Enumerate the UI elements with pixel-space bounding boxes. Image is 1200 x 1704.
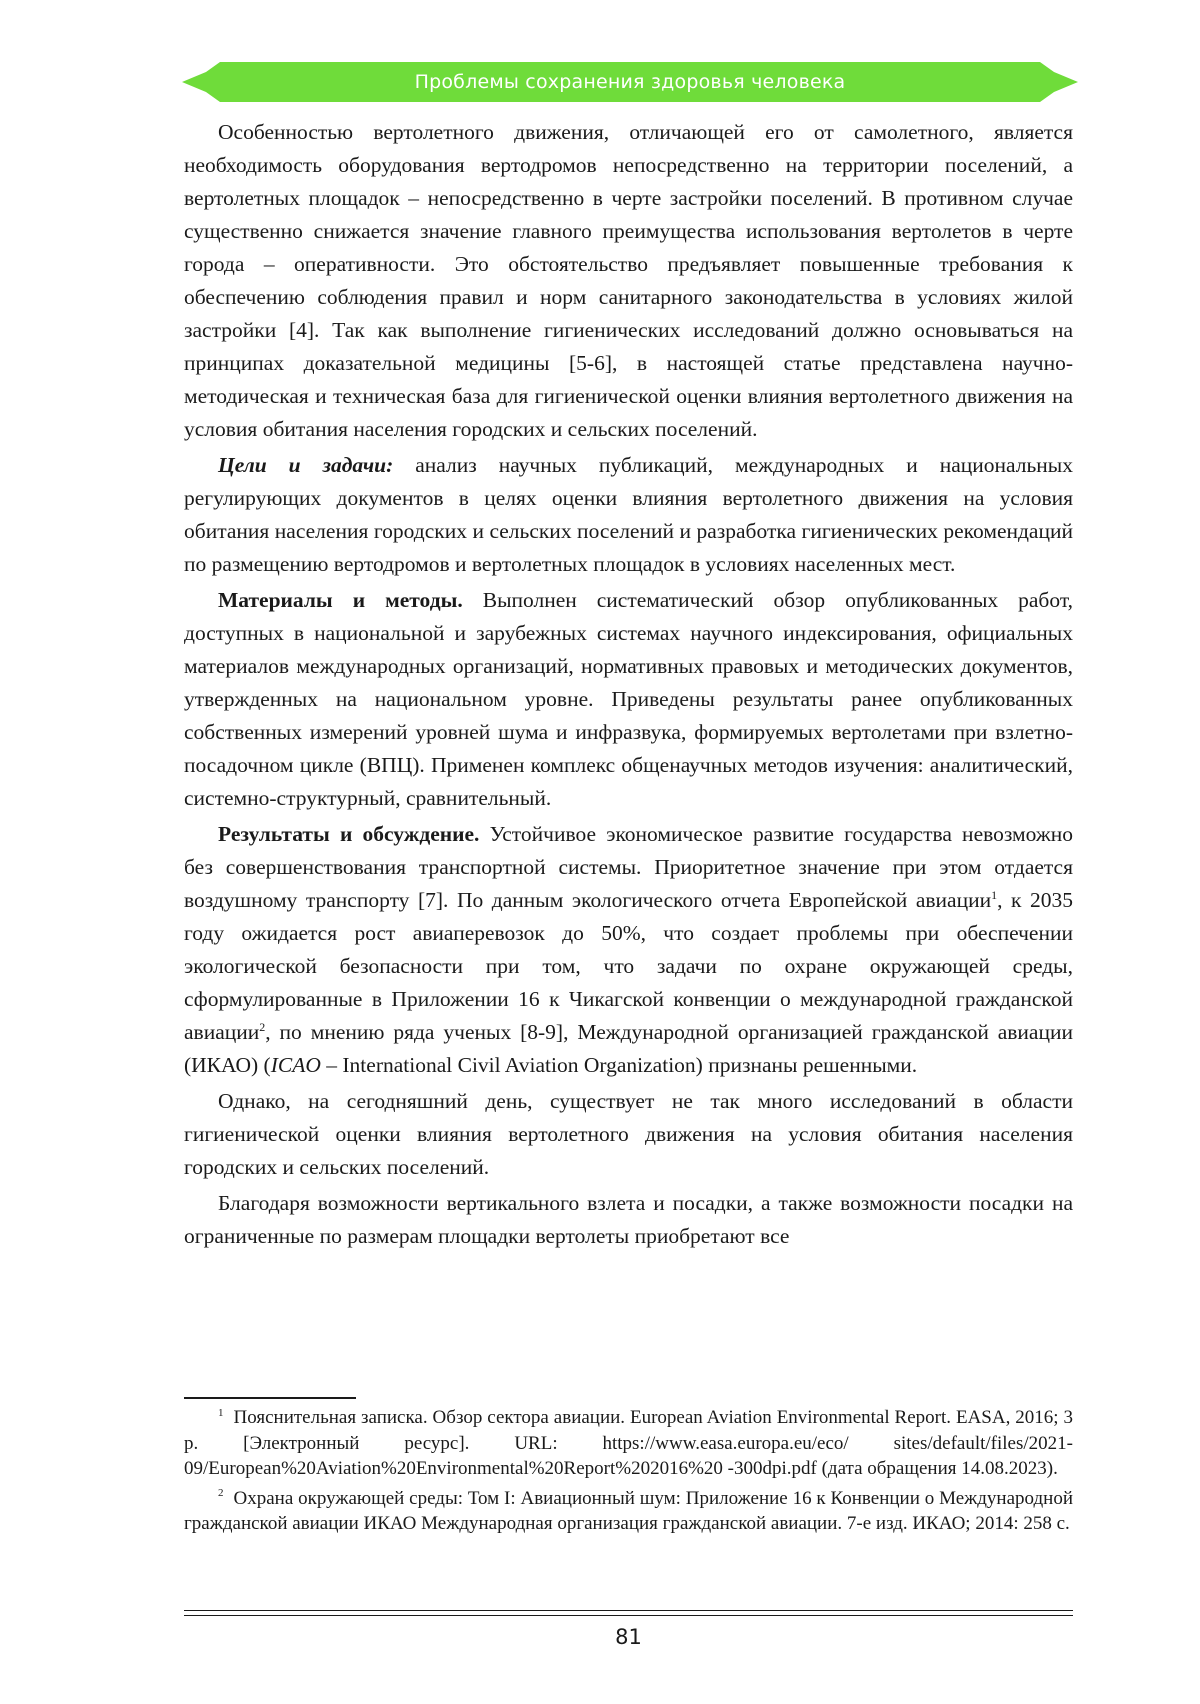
footnote-1 bbox=[184, 1405, 1073, 1482]
footnote-ref-2[interactable]: 2 bbox=[259, 1019, 266, 1034]
paragraph-results bbox=[184, 818, 1073, 1082]
paragraph-research-gap: Однако, на сегодняшний день, существует не так много исследований в области гигиенической оценки влияния вертолетного движения на условия обитания населения городских и сельских поселений. bbox=[184, 1089, 1073, 1179]
footnote-2 bbox=[184, 1486, 1073, 1537]
aims-heading: Цели и задачи: bbox=[218, 453, 394, 477]
methods-heading: Материалы и методы. bbox=[218, 588, 463, 612]
methods-text: Выполнен систематический обзор опубликованных работ, доступных в национальной и зарубежных системах научного индексирования, официальных материалов международных организаций, нормативных правовых и методических документов, утвержденных на национальном уровне. Приведены результаты ранее опубликованных собственных измерений уровней шума и инфразвука, формируемых вертолетами при взлетно-посадочном цикле (ВПЦ). Применен комплекс общенаучных методов изучения: аналитический, системно-структурный, сравнительный. bbox=[184, 588, 1073, 810]
footnote-separator bbox=[184, 1397, 356, 1399]
footer-rule-bottom bbox=[184, 1615, 1073, 1616]
paragraph-methods bbox=[184, 584, 1073, 815]
icao-abbreviation: ICAO bbox=[270, 1053, 321, 1077]
results-text-d: – International Civil Aviation Organization) признаны решенными. bbox=[320, 1053, 918, 1077]
results-heading: Результаты и обсуждение. bbox=[218, 822, 480, 846]
running-header-title: Проблемы сохранения здоровья человека bbox=[414, 71, 846, 93]
results-text-c: , по мнению ряда ученых [8-9], Международной организацией гражданской авиации (ИКАО) ( bbox=[184, 1020, 1073, 1077]
running-header bbox=[182, 62, 1078, 102]
footnote-text-1: Пояснительная записка. Обзор сектора авиации. European Aviation Environmental Report. EASA, 2016; 3 p. [Электронный ресурс]. URL: https://www.easa.europa.eu/eco/ sites/default/files/2021-09/European%20Aviation%20Environmental%20Report%202016%20 -300dpi.pdf (дата обращения 14.08.2023). bbox=[184, 1407, 1073, 1479]
footnote-marker-1: 1 bbox=[218, 1406, 224, 1419]
footnotes bbox=[184, 1405, 1073, 1541]
paragraph-vertical-takeoff: Благодаря возможности вертикального взлета и посадки, а также возможности посадки на ограниченные по размерам площадки вертолеты приобретают все bbox=[184, 1191, 1073, 1248]
aims-text: анализ научных публикаций, международных и национальных регулирующих документов в целях оценки влияния вертолетного движения на условия обитания населения городских и сельских поселений и разработка гигиенических рекомендаций по размещению вертодромов и вертолетных площадок в условиях населенных мест. bbox=[184, 453, 1073, 576]
footnote-ref-1[interactable]: 1 bbox=[991, 887, 998, 902]
article-body bbox=[184, 116, 1073, 1256]
paragraph-aims bbox=[184, 449, 1073, 581]
results-text-a: Устойчивое экономическое развитие государства невозможно без совершенствования транспортной системы. Приоритетное значение при этом отдается воздушному транспорту [7]. По данным экологического отчета Европейской авиации bbox=[184, 822, 1073, 912]
page-number: 81 bbox=[615, 1625, 642, 1649]
footnote-marker-2: 2 bbox=[218, 1487, 224, 1500]
results-text-b: , к 2035 году ожидается рост авиаперевозок до 50%, что создает проблемы при обеспечении экологической безопасности при том, что задачи по охране окружающей среды, сформулированные в Приложении 16 к Чикагской конвенции о международной гражданской авиации bbox=[184, 888, 1073, 1044]
footer-rule-top bbox=[184, 1610, 1073, 1611]
footnote-text-2: Охрана окружающей среды: Том I: Авиационный шум: Приложение 16 к Конвенции о Международной гражданской авиации ИКАО Международная организация гражданской авиации. 7-е изд. ИКАО; 2014: 258 с. bbox=[184, 1487, 1073, 1534]
paragraph-intro: Особенностью вертолетного движения, отличающей его от самолетного, является необходимость оборудования вертодромов непосредственно на территории поселений, а вертолетных площадок – непосредственно в черте застройки поселений. В противном случае существенно снижается значение главного преимущества использования вертолетов в черте города – оперативности. Это обстоятельство предъявляет повышенные требования к обеспечению соблюдения правил и норм санитарного законодательства в условиях жилой застройки [4]. Так как выполнение гигиенических исследований должно основываться на принципах доказательной медицины [5-6], в настоящей статье представлена научно-методическая и техническая база для гигиенической оценки влияния вертолетного движения на условия обитания населения городских и сельских поселений. bbox=[184, 120, 1073, 441]
